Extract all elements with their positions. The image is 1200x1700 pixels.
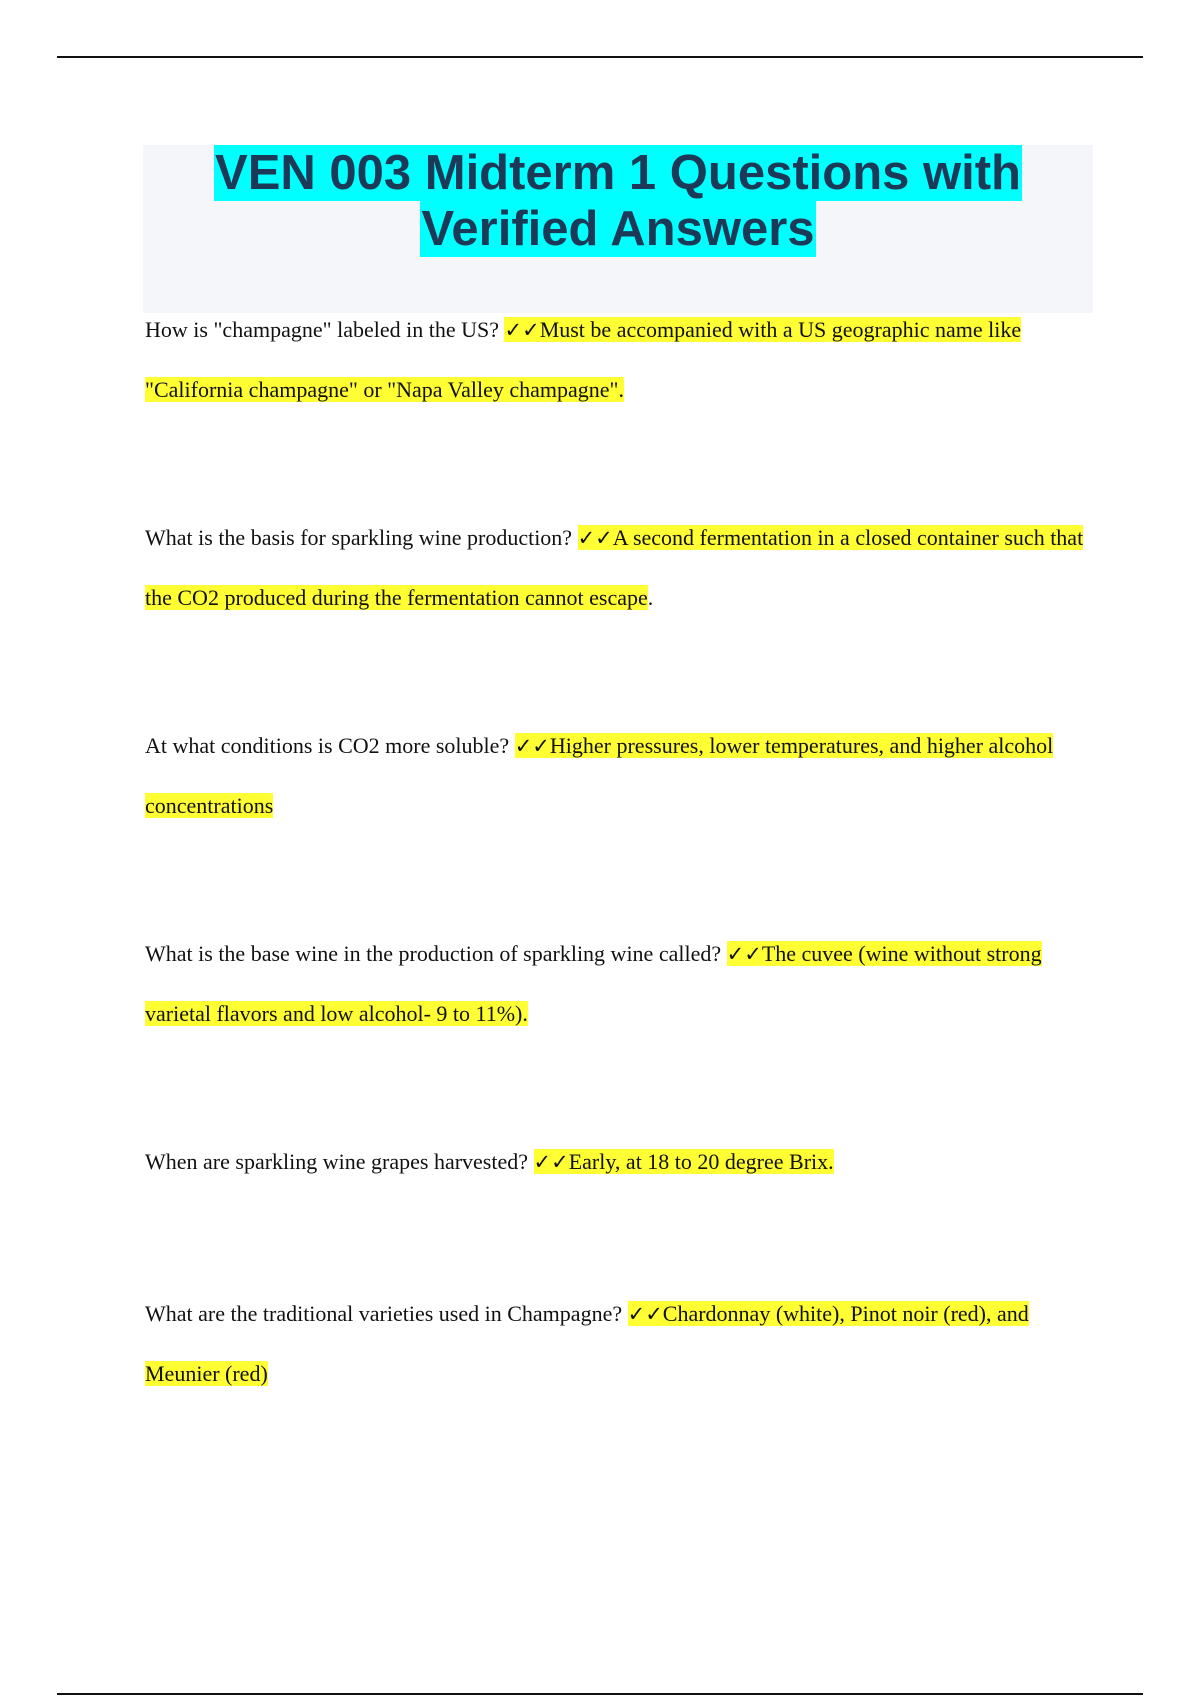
question-text: What are the traditional varieties used in Champagne? — [145, 1301, 628, 1326]
check-icon: ✓✓ — [726, 942, 762, 966]
answer-trailing: . — [647, 585, 654, 610]
question-text: What is the basis for sparkling wine production? — [145, 525, 578, 550]
check-icon: ✓✓ — [504, 318, 540, 342]
check-icon: ✓✓ — [627, 1302, 663, 1326]
document-title — [214, 146, 1022, 256]
footer-rule — [57, 1693, 1143, 1695]
check-icon: ✓✓ — [533, 1150, 569, 1174]
qa-item-4 — [145, 924, 1095, 1044]
qa-item-6 — [145, 1284, 1095, 1404]
question-text: What is the base wine in the production of sparkling wine called? — [145, 941, 727, 966]
check-icon: ✓✓ — [514, 734, 550, 758]
title-line-2: Verified Answers — [421, 202, 815, 256]
answer-body: The cuvee (wine without strong varietal flavors and low alcohol- 9 to 11%). — [145, 941, 1042, 1026]
title-line-1: VEN 003 Midterm 1 Questions with — [215, 146, 1021, 200]
answer-body: Early, at 18 to 20 degree Brix. — [568, 1149, 834, 1174]
qa-item-2 — [145, 508, 1095, 628]
qa-item-1 — [145, 300, 1095, 420]
question-text: How is "champagne" labeled in the US? — [145, 317, 505, 342]
title-block — [143, 145, 1093, 313]
qa-item-3 — [145, 716, 1095, 836]
answer-body: Chardonnay (white), Pinot noir (red), and Meunier (red) — [145, 1301, 1029, 1386]
answer-text — [534, 1149, 834, 1174]
check-icon: ✓✓ — [577, 526, 613, 550]
answer-body: A second fermentation in a closed container such that the CO2 produced during the fermentation cannot escape — [145, 525, 1084, 610]
answer-body: Must be accompanied with a US geographic name like "California champagne" or "Napa Valley champagne". — [145, 317, 1022, 402]
question-text: At what conditions is CO2 more soluble? — [145, 733, 515, 758]
header-rule — [57, 56, 1143, 58]
qa-item-5 — [145, 1132, 1095, 1192]
answer-body: Higher pressures, lower temperatures, and higher alcohol concentrations — [145, 733, 1054, 818]
question-text: When are sparkling wine grapes harvested? — [145, 1149, 534, 1174]
